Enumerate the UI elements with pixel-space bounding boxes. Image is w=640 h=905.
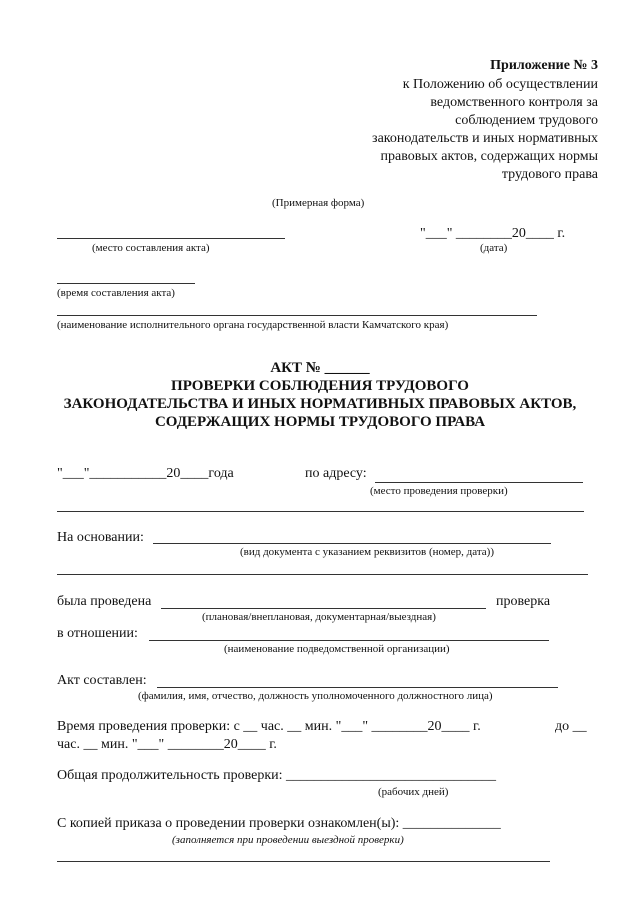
conducted-label: была проведена	[57, 594, 152, 609]
time-line-2: час. __ мин. "___" ________20____ г.	[57, 737, 277, 752]
act-date-field: "___"___________20____года	[57, 466, 234, 481]
appendix-line-2: ведомственного контроля за	[430, 95, 598, 110]
appendix-line-4: законодательств и иных нормативных	[372, 131, 598, 146]
date-caption: (дата)	[480, 242, 508, 254]
compiled-caption: (фамилия, имя, отчество, должность уполномоченного должностного лица)	[138, 690, 493, 702]
organ-caption: (наименование исполнительного органа государственной власти Камчатского края)	[57, 319, 449, 331]
time-line	[57, 283, 195, 284]
act-number-title: АКТ № ______	[270, 360, 370, 376]
basis-caption: (вид документа с указанием реквизитов (номер, дата))	[240, 546, 494, 558]
duration-caption: (рабочих дней)	[378, 786, 449, 798]
place-caption: (место составления акта)	[92, 242, 210, 254]
form-note: (Примерная форма)	[272, 197, 365, 209]
act-title-line-4: СОДЕРЖАЩИХ НОРМЫ ТРУДОВОГО ПРАВА	[154, 414, 486, 430]
basis-line	[153, 543, 551, 544]
copy-caption: (заполняется при проведении выездной проверки)	[172, 834, 404, 846]
regarding-caption: (наименование подведомственной организации)	[224, 643, 450, 655]
appendix-line-5: правовых актов, содержащих нормы	[380, 149, 598, 164]
conducted-suffix: проверка	[496, 594, 551, 609]
organ-line	[57, 315, 537, 316]
copy-line-2	[57, 861, 550, 862]
appendix-title: Приложение № 3	[490, 58, 598, 73]
copy-label: С копией приказа о проведении проверки ознакомлен(ы): ______________	[57, 816, 501, 831]
time-caption: (время составления акта)	[57, 287, 175, 299]
basis-line-2	[57, 574, 588, 575]
appendix-line-1: к Положению об осуществлении	[402, 77, 598, 92]
address-line	[375, 482, 583, 483]
address-caption: (место проведения проверки)	[370, 485, 508, 497]
conducted-caption: (плановая/внеплановая, документарная/выездная)	[202, 611, 436, 623]
compiled-line	[157, 687, 558, 688]
compiled-label: Акт составлен:	[57, 673, 147, 688]
act-title-line-2: ПРОВЕРКИ СОБЛЮДЕНИЯ ТРУДОВОГО	[171, 378, 469, 394]
appendix-line-6: трудового права	[501, 167, 598, 182]
header-date-line: "___" ________20____ г.	[420, 226, 566, 241]
regarding-label: в отношении:	[57, 626, 138, 641]
place-line	[57, 238, 285, 239]
address-line-2	[57, 511, 584, 512]
duration-label: Общая продолжительность проверки: ______________________________	[57, 768, 497, 783]
appendix-line-3: соблюдением трудового	[455, 113, 598, 128]
act-title-line-3: ЗАКОНОДАТЕЛЬСТВА И ИНЫХ НОРМАТИВНЫХ ПРАВОВЫХ АКТОВ,	[63, 396, 577, 412]
conducted-line	[161, 608, 486, 609]
basis-label: На основании:	[57, 530, 144, 545]
time-line-1: Время проведения проверки: с __ час. __ мин. "___" ________20____ г.	[57, 719, 481, 734]
regarding-line	[149, 640, 549, 641]
time-line-1-tail: до __	[555, 719, 587, 734]
address-label: по адресу:	[305, 466, 367, 481]
